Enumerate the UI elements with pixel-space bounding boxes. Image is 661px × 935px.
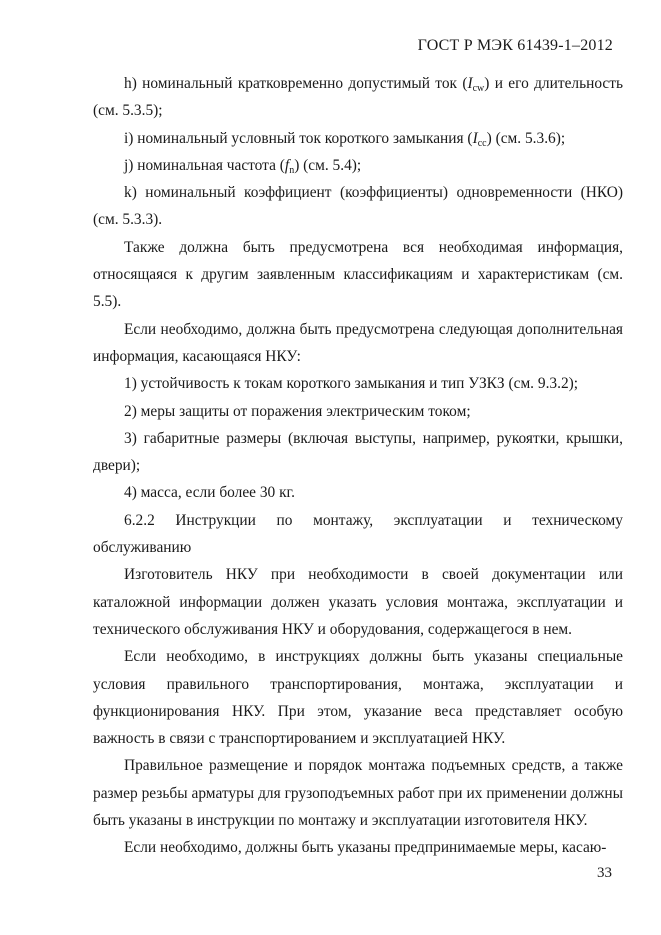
item-h-symbol: I — [467, 75, 473, 92]
item-j-text-after: ) (см. 5.4); — [294, 156, 362, 174]
item-h-text-before: h) номинальный кратковременно допустимый ток ( — [124, 75, 468, 92]
paragraph-manufacturer: Изготовитель НКУ при необходимости в своей документации или каталожной информации должен указать условия монтажа, эксплуатации и технического обслуживания НКУ и оборудования, содержащегося в нем. — [93, 566, 623, 638]
section-heading-6-2-2: 6.2.2 Инструкции по монтажу, эксплуатации и техническому обслуживанию — [93, 511, 623, 557]
item-j-subscript: n — [289, 164, 295, 176]
additional-item-3: 3) габаритные размеры (включая выступы, например, рукоятки, крышки, двери); — [93, 429, 623, 475]
page-number: 33 — [597, 865, 612, 881]
paragraph-also-info: Также должна быть предусмотрена вся необходимая информация, относящаяся к другим заявленным классификациям и характеристикам (см. 5.5). — [93, 238, 623, 311]
item-i-symbol: I — [472, 129, 478, 147]
additional-item-2: 2) меры защиты от поражения электрическим током; — [124, 402, 471, 420]
paragraph-measures: Если необходимо, должны быть указаны предпринимаемые меры, касаю- — [124, 839, 607, 857]
item-i-text-after: ) (см. 5.3.6); — [486, 129, 566, 147]
item-j — [93, 152, 623, 179]
item-h-text-after: ) и его длительность (см. 5.3.5); — [93, 75, 623, 120]
item-j-symbol: f — [284, 156, 290, 174]
item-h-subscript: cw — [472, 83, 485, 94]
paragraph-if-needed: Если необходимо, должна быть предусмотрена следующая дополнительная информация, касающаяся НКУ: — [93, 320, 623, 365]
item-i — [93, 125, 623, 152]
paragraph-special-conditions: Если необходимо, в инструкциях должны быть указаны специальные условия правильного транспортирования, монтажа, эксплуатации и функционирования НКУ. При этом, указание веса представляет особую важность в связи с транспортированием и эксплуатацией НКУ. — [93, 648, 623, 748]
standard-header: ГОСТ Р МЭК 61439-1–2012 — [417, 37, 613, 54]
page-content — [93, 70, 623, 862]
item-i-subscript: cc — [477, 137, 487, 149]
additional-item-1: 1) устойчивость к токам короткого замыкания и тип УЗКЗ (см. 9.3.2); — [124, 375, 579, 393]
item-i-text-before: i) номинальный условный ток короткого замыкания ( — [124, 129, 473, 147]
additional-item-4: 4) масса, если более 30 кг. — [124, 484, 295, 502]
item-h — [93, 70, 623, 125]
paragraph-lifting: Правильное размещение и порядок монтажа подъемных средств, а также размер резьбы арматуры для грузоподъемных работ при их применении должны быть указаны в инструкции по монтажу и эксплуатации изготовителя НКУ. — [93, 757, 623, 830]
item-k: k) номинальный коэффициент (коэффициенты) одновременности (НКО) (см. 5.3.3). — [93, 184, 623, 229]
item-j-text-before: j) номинальная частота ( — [124, 156, 285, 174]
